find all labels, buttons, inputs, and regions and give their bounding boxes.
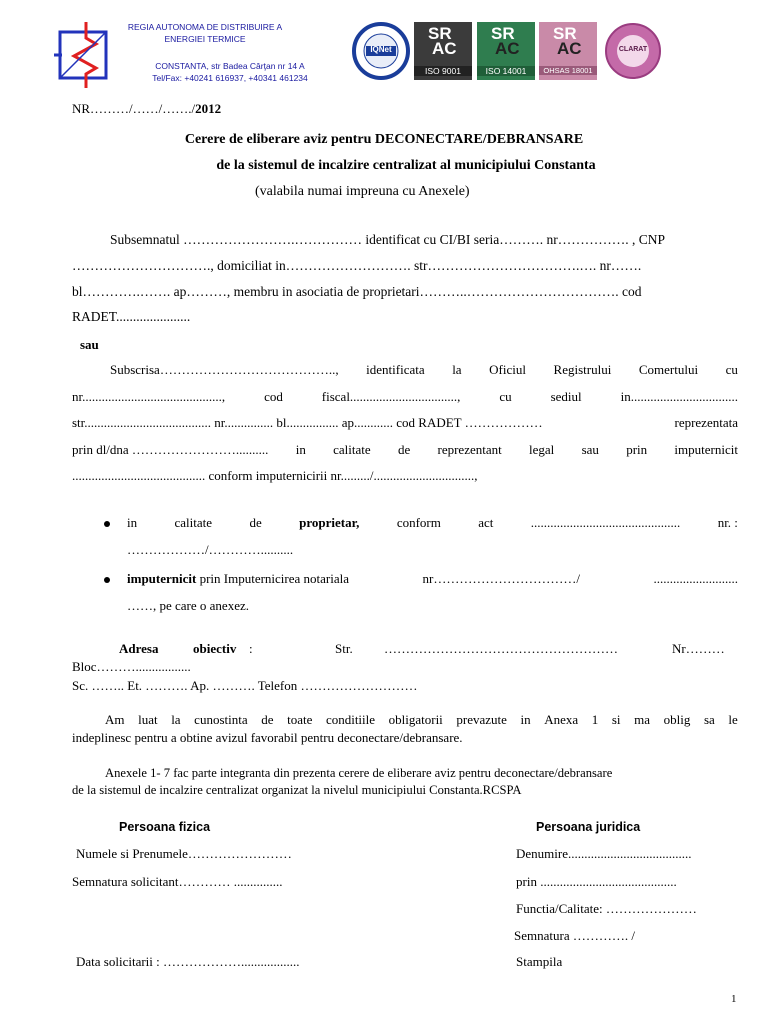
legal-entity-prin: prin .......................................... [516,874,677,889]
owner-line1 [127,515,738,531]
address-label1: Adresa [119,641,159,656]
company-line5: ......................................... conform imputernicirii nr........./..............................., [72,468,478,483]
title-subtitle: (valabila numai impreuna cu Anexele) [255,184,470,199]
page-number: 1 [731,993,737,1005]
empowered-bold: imputernicit [127,571,197,586]
word: fiscal................................., [321,389,461,404]
srac-mid: AC [495,39,520,58]
paragraph2-line1: Anexele 1- 7 fac parte integranta din prezenta cerere de eliberare aviz pentru deconectare/debransare [105,766,613,780]
owner-bold-word: proprietar, [299,515,360,530]
legal-entity-function: Functia/Calitate: ………………… [516,901,697,916]
address-bloc: Bloc………................. [72,659,191,674]
registration-number-line [72,101,221,117]
natural-person-date: Data solicitarii : ……………….................. [76,954,300,969]
word: sa [703,712,715,727]
word: act [478,515,494,530]
word: Subscrisa………………………………….., [110,362,339,377]
word: prin Imputernicirea notariala [199,571,350,586]
srac-top: SR [553,24,577,43]
srac-iso14001-badge [477,22,535,80]
srac-top: SR [491,24,515,43]
legal-entity-heading: Persoana juridica [536,820,641,834]
natural-person-signature: Semnatura solicitant………… ............... [72,874,283,889]
word: reprezentata [674,415,738,430]
title-line1: Cerere de eliberare aviz pentru DECONECTARE/DEBRANSARE [184,132,584,147]
org-name-line1: REGIA AUTONOMA DE DISTRIBUIRE A [127,22,283,32]
person-line2: …………………………., domiciliat in………………………. str…………………………….…. nr……. [72,258,642,273]
word: obligatorii [388,712,443,727]
org-address: CONSTANTA, str Badea Cârţan nr 14 A [155,61,305,71]
natural-person-heading: Persoana fizica [119,820,211,834]
word: Comertului [638,362,699,377]
word: luat [138,712,158,727]
word: cu [499,389,512,404]
nr-year: 2012 [195,101,222,116]
word: calitate [174,515,213,530]
srac-ohsas18001-badge [539,22,597,80]
word: reprezentant [437,442,502,457]
word: imputernicit [674,442,738,457]
word: in................................. [620,389,738,404]
company-line2 [72,389,738,405]
word: calitate [333,442,371,457]
word: cu [725,362,738,377]
word: cod [264,389,283,404]
bullet-dot [104,577,110,583]
word: Registrului [553,362,612,377]
iqnet-seal [352,22,410,80]
cert-label: ISO 14001 [477,66,535,76]
person-line3: bl………….……. ap………, membru in asociatia de proprietari………..……………………………. cod [72,284,642,299]
word: nr. : [717,515,738,530]
word: nr..........................................., [72,389,226,404]
word: prin [626,442,648,457]
org-name-line2: ENERGIEI TERMICE [164,34,246,44]
word: sau [581,442,599,457]
title-line2: de la sistemul de incalzire centralizat al municipiului Constanta [216,158,596,173]
srac-iso9001-badge [414,22,472,80]
nr-prefix: NR………/……/……./ [72,101,196,116]
clarat-label: CLARAT [618,46,648,53]
legal-entity-name: Denumire...................................... [516,846,692,861]
clarat-seal [604,22,662,80]
word: de [397,442,411,457]
word: oblig [663,712,691,727]
word: in [295,442,306,457]
word: ma [634,712,651,727]
word: cunostinta [194,712,248,727]
word: legal [529,442,555,457]
iqnet-label: IQNet [370,45,392,54]
address-label2: obiectiv [193,641,237,656]
word: .............................................. [530,515,681,530]
word: identificata [366,362,425,377]
word: si [611,712,621,727]
word: Oficiul [489,362,526,377]
or-label: sau [80,337,99,352]
address-colon: : [249,641,253,656]
word: str....................................... nr............... bl................ ap............ cod RADET ……………… [72,415,543,430]
company-line3 [72,415,738,431]
word: nr……………………………/ [422,571,580,586]
address-str-dots: ……………………………………………… [384,641,618,656]
company-logo [52,20,116,90]
cert-label: ISO 9001 [414,66,472,76]
word: prin dl/dna …………………….......... [72,442,269,457]
word: conform [396,515,441,530]
address-nr: Nr……… [672,641,725,656]
word: 1 [591,712,599,727]
legal-entity-stamp: Stampila [516,954,563,969]
word: la [171,712,181,727]
srac-mid: AC [432,39,457,58]
word: le [728,712,738,727]
word: conditiile [325,712,376,727]
paragraph2-line2: de la sistemul de incalzire centralizat organizat la nivelul municipiului Constanta.RCSPA [72,783,522,797]
person-line4: RADET...................... [72,309,191,324]
address-str: Str. [335,641,353,656]
word: la [452,362,462,377]
srac-mid: AC [557,39,582,58]
org-phone: Tel/Fax: +40241 616937, +40341 461234 [152,73,308,83]
company-line1 [110,362,738,378]
natural-person-name: Numele si Prenumele…………………… [76,846,292,861]
owner-line2: ………………/………….......... [127,542,294,557]
word: Am [105,712,125,727]
empowered-line1 [127,571,738,587]
word: de [249,515,262,530]
paragraph1-line2: indeplinesc pentru a obtine avizul favorabil pentru deconectare/debransare. [72,730,463,745]
srac-top: SR [428,24,452,43]
word: sediul [550,389,582,404]
legal-entity-signature: Semnatura …………. / [514,928,635,943]
word: in [520,712,531,727]
empowered-line2: ……, pe care o anexez. [127,598,249,613]
word: .......................... [653,571,738,586]
address-line3: Sc. …….. Et. ………. Ap. ………. Telefon ……………………… [72,678,418,693]
paragraph1-line1 [105,712,738,728]
word: in [127,515,138,530]
word: Anexa [544,712,579,727]
word: de [261,712,274,727]
word: toate [287,712,313,727]
word: prevazute [456,712,507,727]
person-line1: Subsemnatul …………………….…………… identificat cu CI/BI seria………. nr……………. , CNP [110,232,665,247]
company-line4 [72,442,738,458]
bullet-dot [104,521,110,527]
cert-label: OHSAS 18001 [539,66,597,75]
